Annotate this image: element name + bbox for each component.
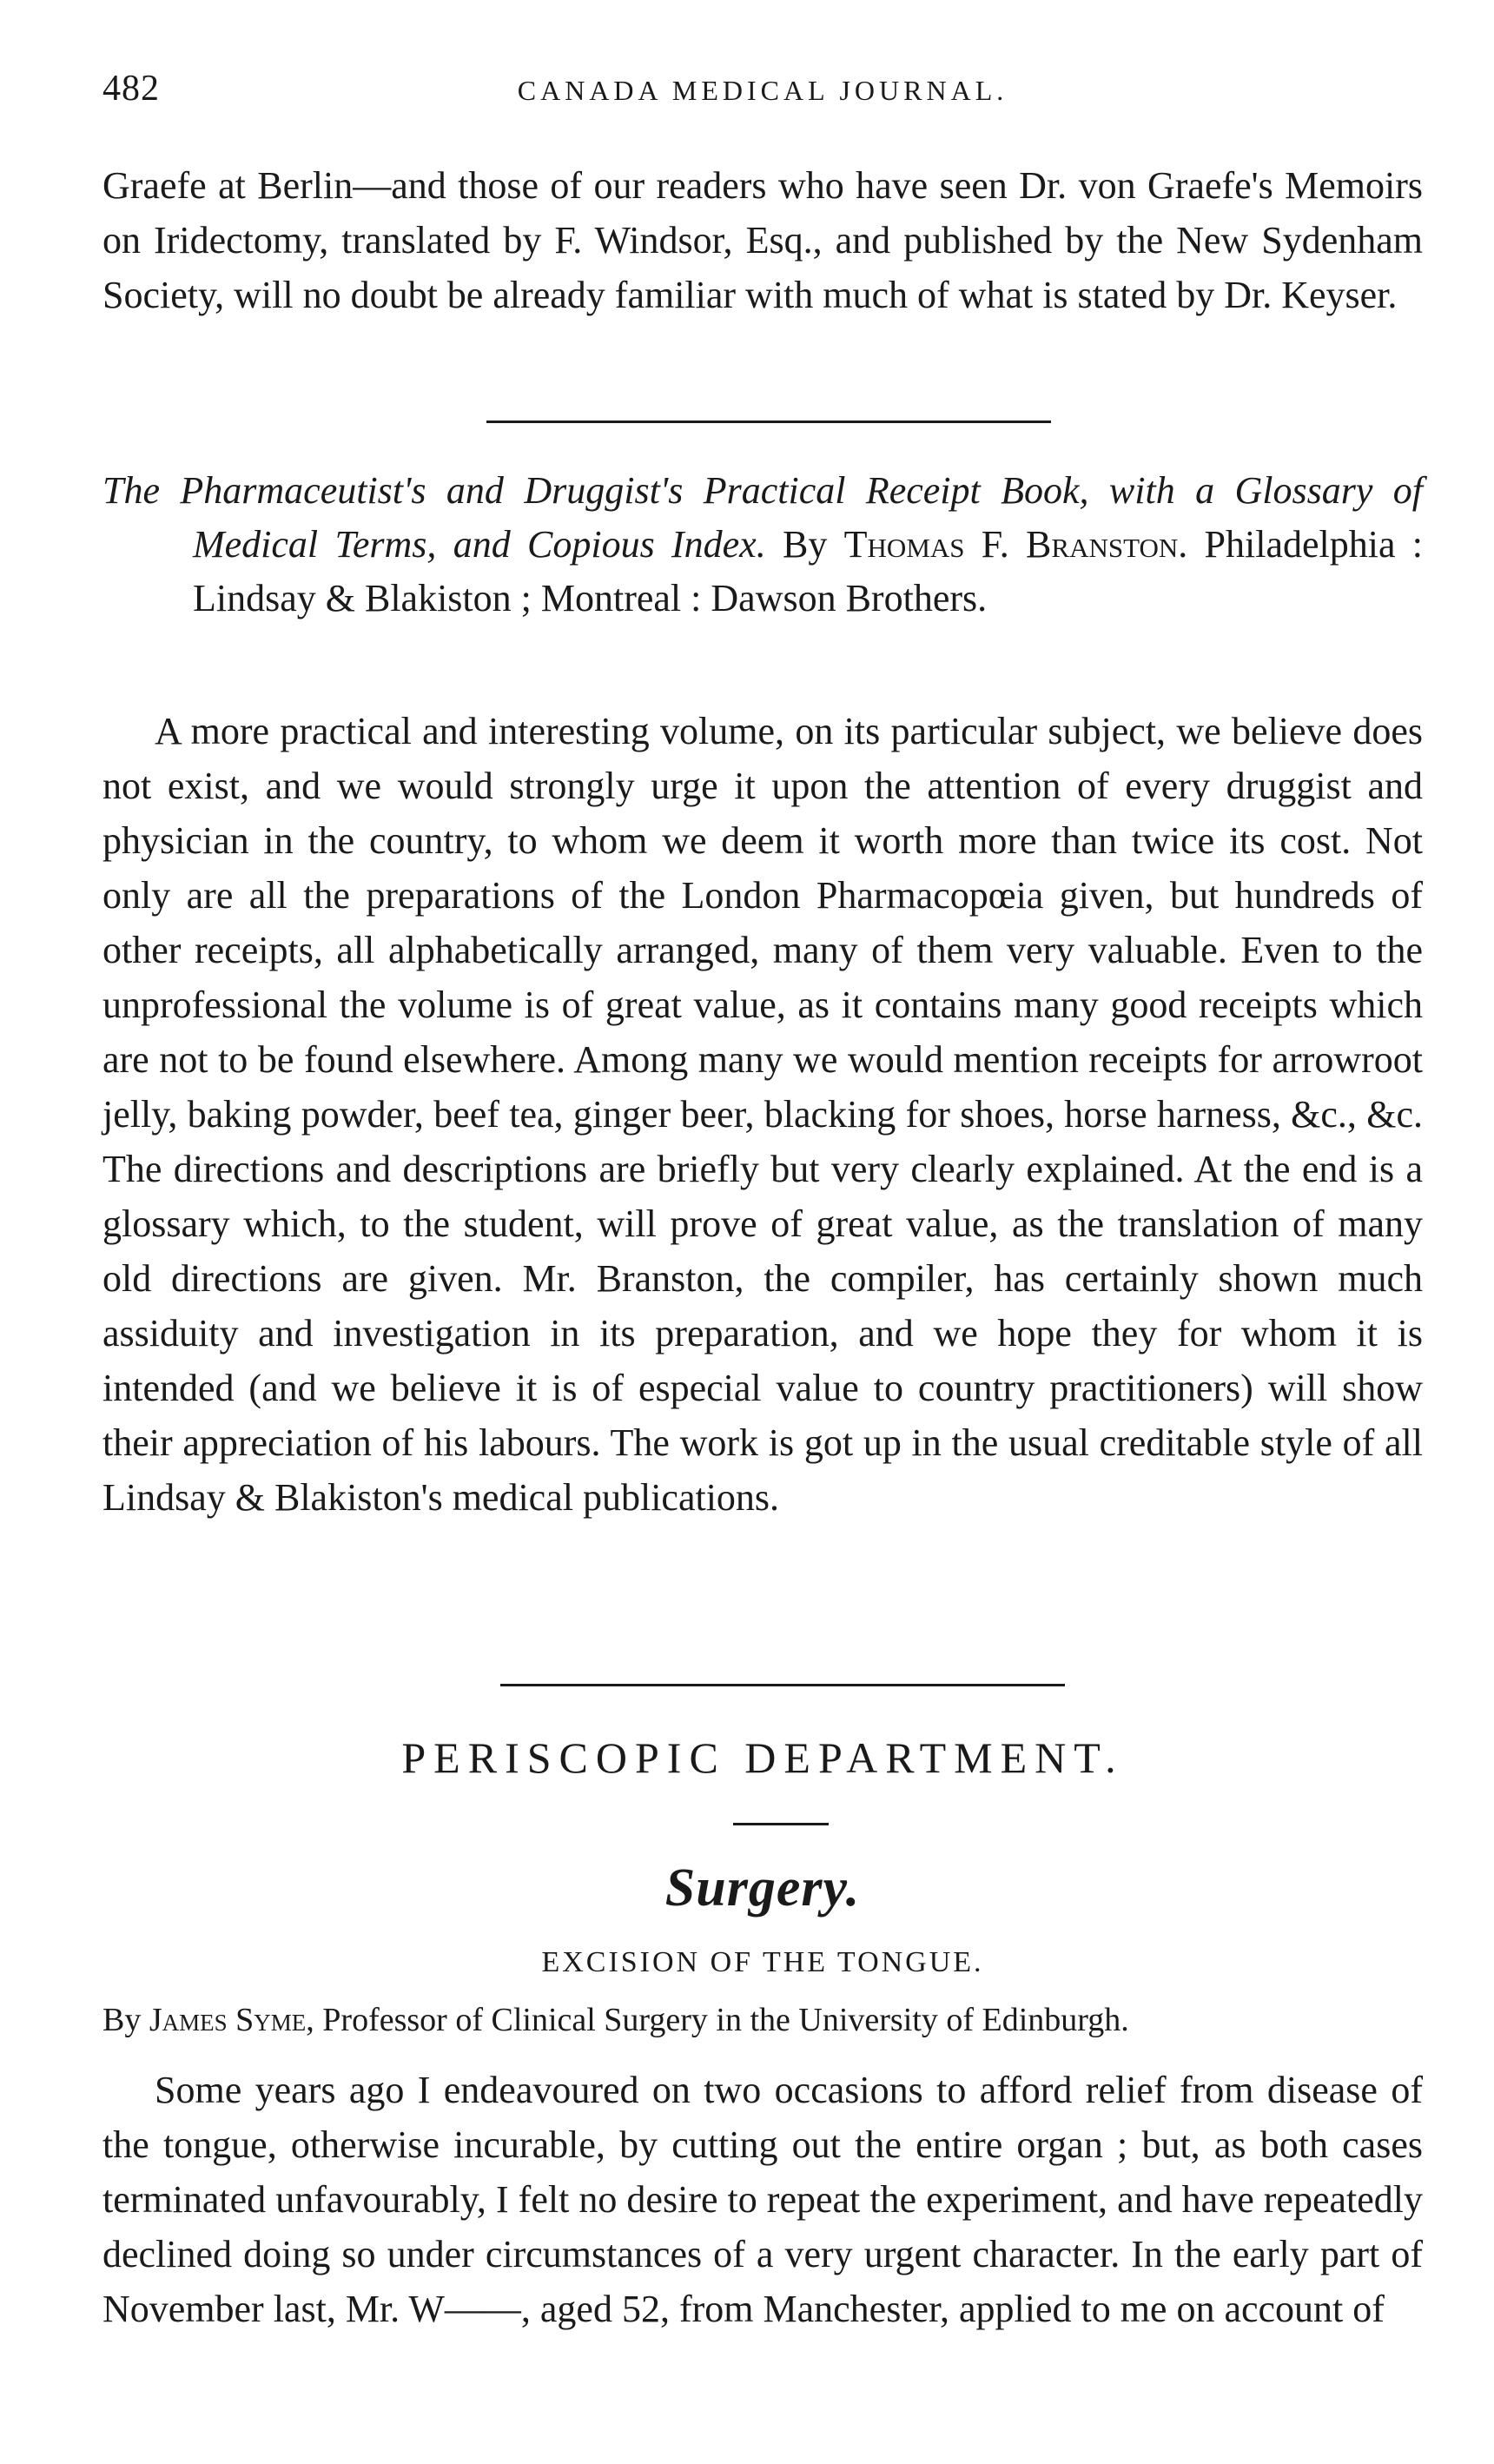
page-header	[102, 68, 1423, 120]
article-byline	[102, 1998, 1423, 2042]
page-number: 482	[102, 69, 160, 109]
byline-affiliation: Professor of Clinical Surgery in the University of Edinburgh.	[322, 2002, 1129, 2038]
review-body: A more practical and interesting volume, on its particular subject, we believe does not exist, and we would strongly urge it upon the attention of every druggist and physician in the country, to whom we deem it worth more than twice its cost. Not only are all the preparations of the London Pharmacopœia given, but hundreds of other receipts, all alphabetically arranged, many of them very valuable. Even to the unprofessional the volume is of great value, as it contains many good receipts which are not to be found elsewhere. Among many we would mention receipts for arrowroot jelly, baking powder, beef tea, ginger beer, blacking for shoes, horse harness, &c., &c. The directions and descriptions are briefly but very clearly explained. At the end is a glossary which, to the student, will prove of great value, as the translation of many old directions are given. Mr. Branston, the compiler, has certainly shown much assiduity and investigation in its preparation, and we hope they for whom it is intended (and we believe it is of especial value to country practitioners) will show their appreciation of his labours. The work is got up in the usual creditable style of all Lindsay & Blakiston's medical publications.	[102, 710, 1423, 1519]
article-title: EXCISION OF THE TONGUE.	[541, 1946, 984, 1978]
review-body-block	[102, 704, 1423, 1525]
running-title: CANADA MEDICAL JOURNAL.	[517, 75, 1008, 106]
article-body-block	[102, 2063, 1423, 2336]
surgery-subsection-title: Surgery.	[664, 1858, 861, 1918]
review-heading	[102, 464, 1423, 626]
continued-paragraph-block	[102, 158, 1423, 322]
continued-paragraph: Graefe at Berlin—and those of our readers who have seen Dr. von Graefe's Memoirs on Iridectomy, translated by F. Windsor, Esq., and published by the New Sydenham Society, will no doubt be already familiar with much of what is stated by Dr. Keyser.	[102, 164, 1423, 316]
periscopic-divider	[500, 1684, 1065, 1686]
review-publisher: Philadelphia : Lindsay & Blakiston ; Montreal : Dawson Brothers.	[193, 523, 1424, 619]
short-divider	[733, 1823, 829, 1825]
byline-by: By	[102, 2002, 142, 2038]
periscopic-section-title: PERISCOPIC DEPARTMENT.	[401, 1733, 1124, 1782]
review-book-title: The Pharmaceutist's and Druggist's Practical Receipt Book, with a Glossary of Medical Terms, and Copious Index.	[102, 469, 1423, 566]
review-author: Thomas F. Branston.	[843, 523, 1188, 566]
article-body: Some years ago I endeavoured on two occasions to afford relief from disease of the tongue, otherwise incurable, by cutting out the entire organ ; but, as both cases terminated unfavourably, I felt no desire to repeat the experiment, and have repeatedly declined doing so under circumstances of a very urgent character. In the early part of November last, Mr. W——, aged 52, from Manchester, applied to me on account of	[102, 2069, 1423, 2330]
section-divider	[486, 421, 1051, 423]
byline-author: James Syme,	[149, 2002, 314, 2038]
review-by-word: By	[783, 523, 828, 566]
